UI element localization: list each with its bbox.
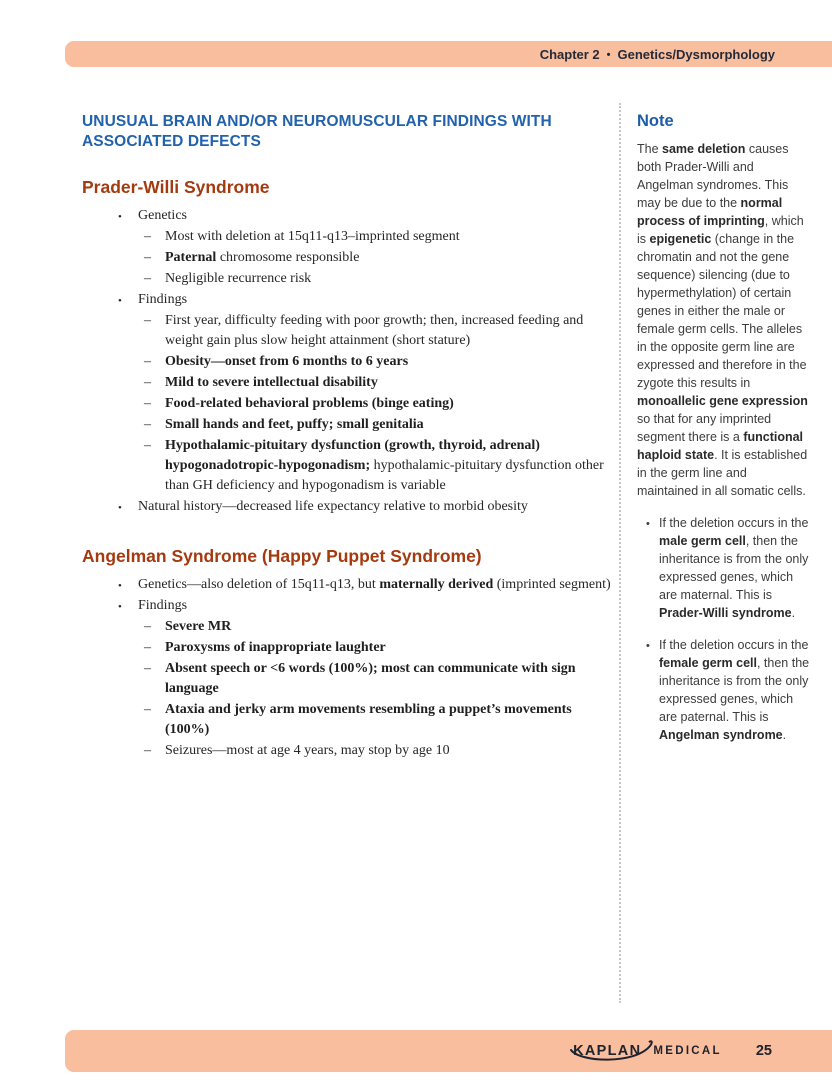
kaplan-logo [570, 1038, 645, 1064]
list-item-text [138, 499, 528, 514]
bullet-marker-icon: • [118, 211, 122, 223]
dash-marker-icon: – [144, 640, 151, 655]
list-item [82, 227, 617, 247]
bold-text: female germ cell [659, 656, 757, 670]
text: . [791, 606, 796, 620]
bold-text: same deletion [662, 142, 746, 156]
text: hypothalamic-pituitary dysfunction other than GH deficiency and hypogonadism is variable [165, 458, 604, 493]
page-number: 25 [755, 1043, 772, 1059]
bullet-marker-icon: • [118, 601, 122, 613]
bold-text: Hypothalamic-pituitary dysfunction (growth, thyroid, adrenal) hypogonadotropic-hypogonadism; [165, 438, 540, 473]
list-item [82, 659, 617, 699]
bold-text: Ataxia and jerky arm movements resembling a puppet’s movements (100%) [165, 702, 572, 737]
main-content [82, 112, 617, 762]
list-item-text [165, 661, 576, 696]
list-item [82, 638, 617, 658]
text: Seizures—most at age 4 years, may stop by age 10 [165, 743, 450, 758]
text: , which is [637, 214, 804, 246]
list-item-text [165, 396, 454, 411]
list-item [82, 700, 617, 740]
bullet-marker-icon: • [118, 580, 122, 592]
text: chromosome responsible [216, 250, 360, 265]
kaplan-wordmark: KAPLAN [573, 1043, 642, 1059]
dash-marker-icon: – [144, 229, 151, 244]
list-item [82, 290, 617, 310]
bold-text: Severe MR [165, 619, 232, 634]
list-item [82, 206, 617, 226]
list-item-text [165, 375, 378, 390]
text: , then the inheritance is from the only expressed genes, which are maternal. This is [659, 534, 809, 602]
bullet-separator-icon: • [606, 49, 611, 61]
bold-text: Paternal [165, 250, 217, 265]
note-bullet-item [637, 514, 811, 622]
bold-text: epigenetic [649, 232, 712, 246]
list-item-text [165, 743, 450, 758]
list-item-text [165, 271, 311, 286]
dash-marker-icon: – [144, 661, 151, 676]
dash-marker-icon: – [144, 619, 151, 634]
note-title: Note [637, 112, 674, 130]
text: Negligible recurrence risk [165, 271, 312, 286]
dash-marker-icon: – [144, 250, 151, 265]
dash-marker-icon: – [144, 438, 151, 453]
section [82, 546, 617, 761]
bold-text: maternally derived [379, 577, 494, 592]
list-item-text [165, 619, 231, 634]
dash-marker-icon: – [144, 396, 151, 411]
dash-marker-icon: – [144, 271, 151, 286]
bold-text: Small hands and feet, puffy; small genitalia [165, 417, 424, 432]
list-item-text [165, 229, 460, 244]
list-item [82, 436, 617, 496]
list-item-text [138, 577, 611, 592]
list-item [82, 352, 617, 372]
text: Genetics—also deletion of 15q11-q13, but [138, 577, 380, 592]
text: The [637, 142, 663, 156]
list-item [82, 415, 617, 435]
list-item [82, 394, 617, 414]
bullet-list [82, 206, 617, 517]
note-bullet-text [659, 516, 808, 620]
page-title: UNUSUAL BRAIN AND/OR NEUROMUSCULAR FINDINGS WITH ASSOCIATED DEFECTS [82, 113, 552, 150]
dash-marker-icon: – [144, 702, 151, 717]
list-item [82, 269, 617, 289]
list-item-text [165, 313, 583, 348]
section-heading: Angelman Syndrome (Happy Puppet Syndrome) [82, 546, 482, 566]
list-item-text [165, 354, 408, 369]
dash-marker-icon: – [144, 354, 151, 369]
list-item [82, 617, 617, 637]
bullet-marker-icon: • [646, 518, 650, 530]
text: , then the inheritance is from the only expressed genes, which are paternal. This is [659, 656, 810, 724]
text: Genetics [138, 208, 187, 223]
text: If the deletion occurs in the [659, 516, 809, 530]
list-item [82, 575, 617, 595]
bold-text: Angelman syndrome [659, 728, 783, 742]
list-item [82, 248, 617, 268]
medical-wordmark: MEDICAL [653, 1045, 722, 1057]
text: causes both Prader-Willi and Angelman syndromes. This may be due to the [637, 142, 789, 210]
bullet-marker-icon: • [118, 502, 122, 514]
section-heading: Prader-Willi Syndrome [82, 177, 270, 197]
bullet-list [82, 575, 617, 761]
bold-text: monoallelic gene expression [637, 394, 808, 408]
list-item-text [165, 417, 424, 432]
chapter-label: Chapter 2 [539, 46, 600, 62]
bold-text: Paroxysms of inappropriate laughter [165, 640, 386, 655]
list-item [82, 741, 617, 761]
dash-marker-icon: – [144, 417, 151, 432]
bold-text: normal process of imprinting [637, 196, 783, 228]
note-paragraph [637, 140, 811, 500]
chapter-title: Genetics/Dysmorphology [617, 46, 775, 62]
bullet-marker-icon: • [118, 295, 122, 307]
list-item [82, 311, 617, 351]
list-item [82, 497, 617, 517]
page-footer-bar [65, 1030, 832, 1072]
text: so that for any imprinted segment there is a [637, 412, 772, 444]
sections [82, 177, 617, 761]
list-item-text [138, 208, 187, 223]
dotted-column-divider [619, 103, 621, 1003]
dash-marker-icon: – [144, 313, 151, 328]
bold-text: functional haploid state [637, 430, 804, 462]
text: (change in the chromatin and not the gene sequence) silencing (due to hypermethylation) of certain genes in either the male or female germ cells. The alleles in the opposite germ line are expressed and therefore in the zygote this results in [637, 232, 807, 390]
text: First year, difficulty feeding with poor growth; then, increased feeding and weight gain plus slow height attainment (short stature) [165, 313, 584, 348]
note-sidebar [637, 112, 811, 744]
list-item-text [138, 292, 187, 307]
note-bullet-list [637, 514, 811, 744]
text: Most with deletion at 15q11-q13–imprinted segment [165, 229, 460, 244]
bold-text: Prader-Willi syndrome [659, 606, 792, 620]
text: Findings [138, 598, 188, 613]
chapter-header-bar [65, 41, 832, 67]
bold-text: Absent speech or <6 words (100%); most can communicate with sign language [165, 661, 576, 696]
text: (imprinted segment) [493, 577, 611, 592]
bold-text: Food-related behavioral problems (binge eating) [165, 396, 454, 411]
list-item-text [138, 598, 187, 613]
text: . It is established in the germ line and maintained in all somatic cells. [637, 448, 808, 498]
list-item-text [165, 438, 604, 493]
section [82, 177, 617, 517]
list-item-text [165, 250, 359, 265]
note-bullet-item [637, 636, 811, 744]
bold-text: Obesity—onset from 6 months to 6 years [165, 354, 409, 369]
bullet-marker-icon: • [646, 640, 650, 652]
list-item-text [165, 640, 386, 655]
dash-marker-icon: – [144, 743, 151, 758]
dash-marker-icon: – [144, 375, 151, 390]
list-item [82, 373, 617, 393]
list-item [82, 596, 617, 616]
bold-text: Mild to severe intellectual disability [165, 375, 378, 390]
note-bullet-text [659, 638, 809, 742]
bold-text: male germ cell [659, 534, 746, 548]
text: Findings [138, 292, 188, 307]
list-item-text [165, 702, 572, 737]
text: If the deletion occurs in the [659, 638, 809, 652]
text: . [782, 728, 787, 742]
text: Natural history—decreased life expectancy relative to morbid obesity [138, 499, 528, 514]
